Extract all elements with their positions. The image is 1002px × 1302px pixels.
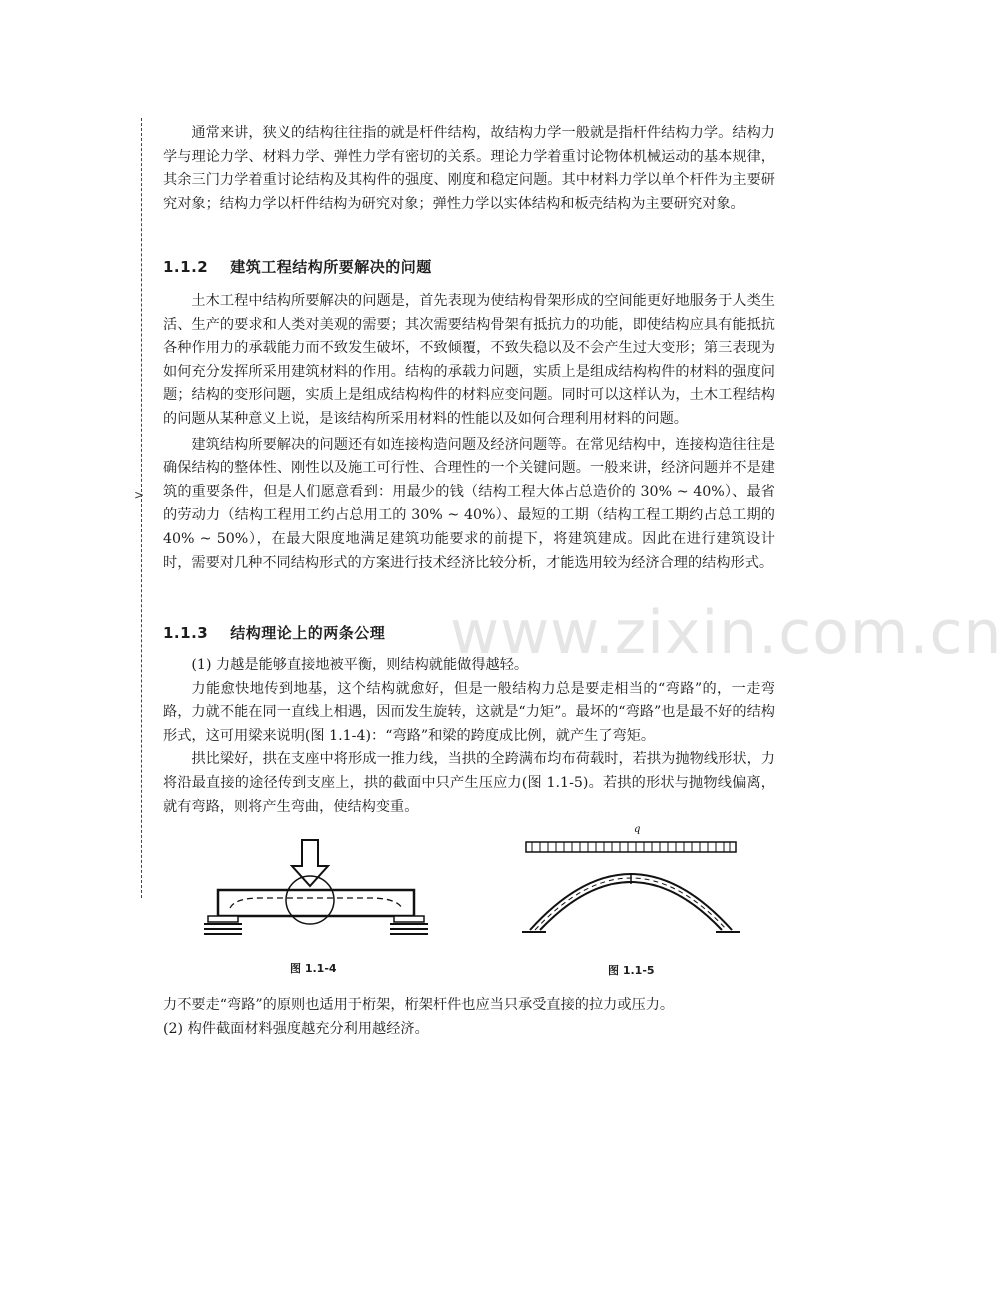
paragraph: 土木工程中结构所要解决的问题是，首先表现为使结构骨架形成的空间能更好地服务于人类生活、生产的要求和人类对美观的需要；其次需要结构骨架有抵抗力的功能，即使结构应具有能抵抗各种作用力的承载能力而不致发生破坏，不致倾覆，不致失稳以及不会产生过大变形；第三表现为如何充分发挥所采用建筑材料的作用。结构的承载力问题，实质上是组成结构构件的材料的强度问题；结构的变形问题，实质上是组成结构构件的材料应变问题。同时可以这样认为，土木工程结构的问题从某种意义上说，是该结构所采用材料的性能以及如何合理利用材料的问题。 [163, 293, 775, 427]
figure-caption-1-1-5: 图 1.1-5 [608, 964, 655, 977]
axiom-2: (2) 构件截面材料强度越充分利用越经济。 [163, 1020, 429, 1037]
paragraph: 建筑结构所要解决的问题还有如连接构造问题及经济问题等。在常见结构中，连接构造往往是确保结构的整体性、刚性以及施工可行性、合理性的一个关键问题。一般来讲，经济问题并不是建筑的重要条件，但是人们愿意看到：用最少的钱（结构工程大体占总造价的 30% ~ 40%）、最省的劳动力（结构工程用工约占总用工的 30% ~ 40%）、最短的工期（结构工程工期约占总工期的 40% ~ 50%），在最大限度地满足建筑功能要求的前提下，将建筑建成。因此在进行建筑设计时，需要对几种不同结构形式的方案进行技术经济比较分析，才能选用较为经济合理的结构形式。 [163, 436, 775, 571]
paragraph: 力能愈快地传到地基，这个结构就愈好，但是一般结构力总是要走相当的“弯路”的，一走弯路，力就不能在同一直线上相遇，因而发生旋转，这就是“力矩”。最坏的“弯路”也是最不好的结构形式，这可用梁来说明(图 1.1-4)：“弯路”和梁的跨度成比例，就产生了弯矩。 [163, 680, 775, 744]
section-heading-1-1-3 [163, 622, 385, 643]
margin-mark: > [134, 488, 145, 502]
distributed-load [526, 842, 736, 852]
paragraph: 力不要走“弯路”的原则也适用于桁架，桁架杆件也应当只承受直接的拉力或压力。 [163, 997, 675, 1013]
section-title: 建筑工程结构所要解决的问题 [230, 258, 432, 276]
section-heading-1-1-2 [163, 256, 432, 277]
section-number: 1.1.2 [163, 258, 209, 276]
load-label: q [634, 824, 641, 835]
arch-inner [540, 882, 722, 930]
intro-block [163, 122, 775, 216]
section-number: 1.1.3 [163, 624, 209, 642]
thrust-line [535, 878, 727, 930]
beam [218, 890, 414, 916]
intro-paragraph: 通常来讲，狭义的结构往往指的就是杆件结构，故结构力学一般就是指杆件结构力学。结构力学与理论力学、材料力学、弹性力学有密切的关系。理论力学着重讨论物体机械运动的基本规律，其余三门力学着重讨论结构及其构件的强度、刚度和稳定问题。其中材料力学以单个杆件为主要研究对象；结构力学以杆件结构为研究对象；弹性力学以实体结构和板壳结构为主要研究对象。 [163, 125, 775, 212]
axiom-1: (1) 力越是能够直接地被平衡，则结构就能做得越轻。 [191, 657, 529, 673]
figure-caption-1-1-4: 图 1.1-4 [290, 962, 337, 975]
closing-block [163, 994, 775, 1041]
figure-arch [518, 820, 748, 940]
figure-beam [200, 838, 440, 948]
section-1-1-2-body [163, 290, 775, 575]
margin-dashed-line [141, 118, 142, 898]
paragraph: 拱比梁好，拱在支座中将形成一推力线，当拱的全跨满布均布荷载时，若拱为抛物线形状，力将沿最直接的途径传到支座上，拱的截面中只产生压应力(图 1.1-5)。若拱的形状与抛物线偏离，就有弯路，则将产生弯曲，使结构变重。 [163, 751, 775, 815]
section-1-1-3-body [163, 654, 775, 819]
watermark: www.zixin.com.cn [450, 598, 1002, 668]
section-title: 结构理论上的两条公理 [230, 624, 386, 642]
left-support [204, 916, 242, 934]
right-support [390, 916, 428, 934]
